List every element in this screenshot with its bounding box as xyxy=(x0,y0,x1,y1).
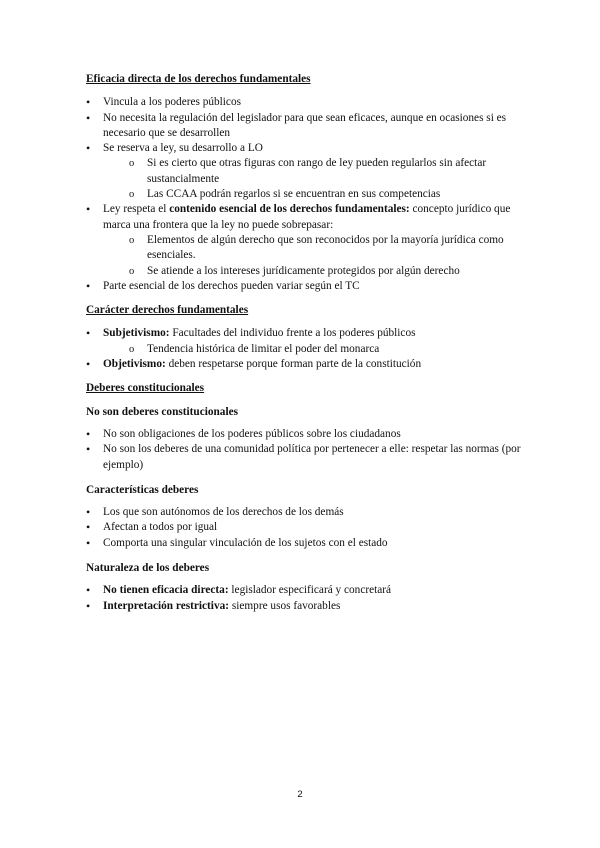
eficacia-list xyxy=(86,95,526,294)
subheading-no-son: No son deberes constitucionales xyxy=(86,405,238,418)
caracteristicas-list xyxy=(86,505,526,551)
list-item: • Los que son autónomos de los derechos de los demás xyxy=(86,505,526,520)
section-heading-eficacia: Eficacia directa de los derechos fundamentales xyxy=(86,73,311,85)
subheading-caracteristicas: Características deberes xyxy=(86,483,199,496)
list-item: • Vincula a los poderes públicos xyxy=(86,95,526,110)
list-item: • No son obligaciones de los poderes públicos sobre los ciudadanos xyxy=(86,427,526,442)
list-item xyxy=(86,202,526,278)
page-number: 2 xyxy=(297,789,303,800)
bold-term: Interpretación restrictiva: xyxy=(103,599,230,612)
sub-list-item: o Tendencia histórica de limitar el poder del monarca xyxy=(103,342,526,357)
sub-list-item: o Elementos de algún derecho que son reconocidos por la mayoría jurídica como esenciales. xyxy=(103,233,526,264)
naturaleza-list xyxy=(86,583,526,614)
list-item-text: concepto jurídico que marca una frontera que la ley no puede sobrepasar: xyxy=(103,203,511,231)
section-heading-deberes: Deberes constitucionales xyxy=(86,382,205,395)
document-page xyxy=(86,72,526,614)
sub-list-item: o Se atiende a los intereses jurídicamente protegidos por algún derecho xyxy=(103,264,526,279)
list-item-text: Se reserva a ley, su desarrollo a LO xyxy=(103,142,263,155)
list-item xyxy=(86,599,526,614)
list-item-text: Ley respeta el xyxy=(103,203,170,216)
sub-list xyxy=(103,342,526,357)
subheading-naturaleza: Naturaleza de los deberes xyxy=(86,562,210,575)
bold-term: contenido esencial de los derechos fundamentales: xyxy=(169,203,410,216)
list-item xyxy=(86,141,526,202)
caracter-list xyxy=(86,326,526,372)
list-item: • No necesita la regulación del legislador para que sean eficaces, aunque en ocasiones si es necesario que se desarrollen xyxy=(86,111,526,142)
list-item-text: siempre usos favorables xyxy=(229,599,341,612)
sub-list xyxy=(103,156,526,202)
bold-term: No tienen eficacia directa: xyxy=(103,584,229,597)
list-item-text: Facultades del individuo frente a los poderes públicos xyxy=(169,327,416,340)
list-item xyxy=(86,583,526,598)
sub-list-item: o Si es cierto que otras figuras con rango de ley pueden regularlos sin afectar sustancialmente xyxy=(103,156,526,187)
list-item xyxy=(86,357,526,372)
sub-list-item: o Las CCAA podrán regarlos si se encuentran en sus competencias xyxy=(103,187,526,202)
list-item-text: legislador especificará y concretará xyxy=(228,584,392,597)
list-item: • No son los deberes de una comunidad política por pertenecer a elle: respetar las normas (por ejemplo) xyxy=(86,442,526,473)
bold-term: Subjetivismo: xyxy=(103,327,170,340)
list-item-text: deben respetarse porque forman parte de la constitución xyxy=(165,358,422,371)
list-item xyxy=(86,326,526,357)
no-son-list xyxy=(86,427,526,473)
list-item: • Parte esencial de los derechos pueden variar según el TC xyxy=(86,279,526,294)
list-item: • Comporta una singular vinculación de los sujetos con el estado xyxy=(86,536,526,551)
list-item: • Afectan a todos por igual xyxy=(86,520,526,535)
bold-term: Objetivismo: xyxy=(103,358,166,371)
sub-list xyxy=(103,233,526,279)
section-heading-caracter: Carácter derechos fundamentales xyxy=(86,304,249,317)
